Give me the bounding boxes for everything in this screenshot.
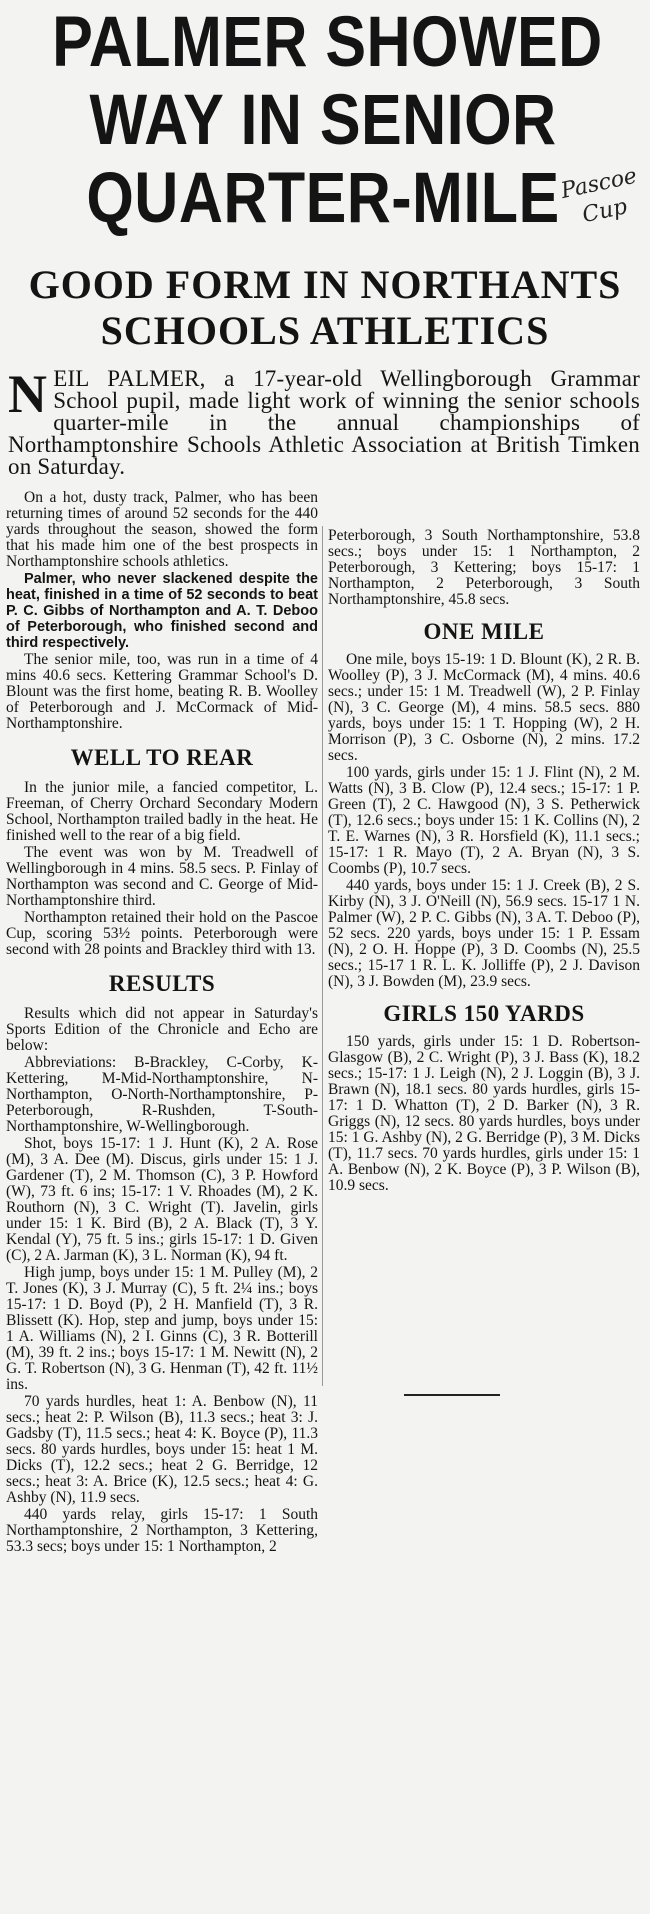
section-heading-one-mile: ONE MILE (423, 619, 545, 644)
drop-cap: N (8, 364, 48, 424)
left-column (6, 490, 318, 1556)
handwritten-note-line-1: Pascoe (558, 163, 640, 205)
subheadline-line-2: SCHOOLS ATHLETICS (100, 308, 550, 353)
results-paragraph: Peterborough, 3 South Northamptonshire, 53.8 secs.; boys under 15: 1 Northampton, 2 Peterborough, 3 Kettering; boys 15-17: 1 Northampton, 2 Peterborough, 3 South Northamptonshire, 45.8 secs. (328, 527, 640, 608)
results-paragraph: 100 yards, girls under 15: 1 J. Flint (N), 2 M. Watts (N), 3 B. Clow (P), 12.4 secs.; 15-17: 1 P. Green (T), 2 C. Hawgood (N), 3 S. Petherwick (T), 12.6 secs.; boys under 15: 1 K. Collins (N), 2 T. E. Warnes (N), 3 R. Horsfield (K), 11.1 secs.; 15-17: 1 R. Mayo (T), 2 A. Bryan (N), 3 S. Coombs (P), 10.7 secs. (328, 764, 640, 877)
end-rule (404, 1394, 500, 1396)
subheadline (20, 262, 630, 354)
subheadline-line-1: GOOD FORM IN NORTHANTS (28, 262, 622, 307)
results-paragraph: High jump, boys under 15: 1 M. Pulley (M), 2 T. Jones (K), 3 J. Murray (C), 5 ft. 2¼ ins.; boys 15-17: 1 D. Boyd (P), 2 H. Manfield (T), 3 R. Blissett (K). Hop, step and jump, boys under 15: 1 A. Williams (N), 2 I. Ginns (C), 3 R. Botterill (M), 39 ft. 2 ins.; boys 15-17: 1 M. Newitt (N), 2 G. T. Robertson (N), 3 G. Henman (T), 42 ft. 11½ ins. (6, 1264, 318, 1393)
results-paragraph: 440 yards, boys under 15: 1 J. Creek (B), 2 S. Kirby (N), 3 J. O'Neill (N), 56.9 secs. 15-17 1 N. Palmer (W), 2 P. C. Gibbs (N), 3 A. T. Deboo (P), 52 secs. 220 yards, boys under 15: 1 P. Essam (N), 2 O. H. Hoppe (P), 3 D. Coombs (N), 25.5 secs.; 15-17 1 R. L. K. Jolliffe (P), 2 J. Davison (N), 3 J. Bowden (M), 23.9 secs. (328, 877, 640, 990)
section-heading-results: RESULTS (108, 971, 216, 996)
article-paragraph: Northampton retained their hold on the Pascoe Cup, scoring 53½ points. Peterborough were second with 28 points and Brackley third with 13. (6, 909, 318, 958)
section-heading-girls-150-yards: GIRLS 150 YARDS (383, 1001, 585, 1026)
bold-paragraph: Palmer, who never slackened despite the heat, finished in a time of 52 seconds to beat P. C. Gibbs of Northampton and A. T. Deboo of Peterborough, who finished second and third respectively. (6, 571, 318, 651)
abbreviations: Abbreviations: B-Brackley, C-Corby, K-Kettering, M-Mid-Northamptonshire, N-Northampton, O-North-Northamptonshire, P-Peterborough, R-Rushden, T-South-Northamptonshire, W-Wellingborough. (6, 1054, 318, 1135)
results-paragraph: One mile, boys 15-19: 1 D. Blount (K), 2 R. B. Woolley (P), 3 J. McCormack (M), 4 mins. 40.6 secs.; under 15: 1 M. Treadwell (W), 2 P. Finlay (N), 3 C. George (M), 4 mins. 58.5 secs. 880 yards, boys under 15: 1 T. Hopping (W), 2 H. Morrison (P), 3 C. Osborne (N), 2 mins. 17.2 secs. (328, 651, 640, 764)
article-paragraph: The event was won by M. Treadwell of Wellingborough in 4 mins. 58.5 secs. P. Finlay of Northampton was second and C. George of Mid-Northamptonshire third. (6, 844, 318, 909)
section-heading-well-to-rear: WELL TO REAR (70, 745, 254, 770)
column-divider (322, 526, 323, 1386)
article-paragraph: In the junior mile, a fancied competitor, L. Freeman, of Cherry Orchard Secondary Modern School, Northampton trailed badly in the heat. He finished well to the rear of a big field. (6, 779, 318, 844)
results-paragraph: 150 yards, girls under 15: 1 D. Robertson-Glasgow (B), 2 C. Wright (P), 3 J. Bass (K), 18.2 secs.; 15-17: 1 J. Leigh (N), 2 J. Loggin (B), 3 J. Brawn (N), 18.1 secs. 80 yards hurdles, girls 15-17: 1 D. Whatton (T), 2 D. Barker (N), 3 R. Griggs (N), 12 secs. 80 yards hurdles, boys under 15: 1 G. Ashby (N), 2 G. Berridge (P), 3 M. Dicks (T), 11.7 secs. 70 yards hurdles, girls under 15: 1 A. Benbow (N), 2 K. Boyce (P), 3 P. Wilson (B), 10.9 secs. (328, 1033, 640, 1194)
headline-line-1: PALMER SHOWED (52, 3, 603, 82)
results-intro: Results which did not appear in Saturday's Sports Edition of the Chronicle and Echo are below: (6, 1005, 318, 1054)
lead-text: EIL PALMER, a 17-year-old Wellingborough Grammar School pupil, made light work of winning the senior schools quarter-mile in the annual championships of Northamptonshire Schools Athletic Association at British Timken on Saturday. (8, 366, 640, 479)
article-paragraph: On a hot, dusty track, Palmer, who has been returning times of around 52 seconds for the 440 yards throughout the season, showed the form that his made him one of the best prospects in Northamptonshire schools athletics. (6, 489, 318, 570)
headline-line-3: QUARTER-MILE (86, 159, 560, 238)
results-paragraph: Shot, boys 15-17: 1 J. Hunt (K), 2 A. Rose (M), 3 A. Dee (M). Discus, girls under 15: 1 J. Gardener (T), 2 M. Thomson (C), 3 P. Howford (W), 73 ft. 6 ins; 15-17: 1 V. Rhoades (M), 2 K. Routhorn (N), 3 C. Wright (T). Javelin, girls under 15: 1 K. Bird (B), 2 A. Black (T), 3 Y. Kendal (Y), 75 ft. 5 ins.; girls 15-17: 1 D. Given (C), 2 A. Jarman (K), 3 L. Norman (K), 94 ft. (6, 1135, 318, 1264)
results-paragraph: 70 yards hurdles, heat 1: A. Benbow (N), 11 secs.; heat 2: P. Wilson (B), 11.3 secs.; heat 3: J. Gadsby (T), 11.5 secs.; heat 4: K. Boyce (P), 11.3 secs. 80 yards hurdles, boys under 15: heat 1 M. Dicks (T), 12.2 secs.; heat 2 G. Berridge, 12 secs.; heat 3: A. Brice (K), 12.5 secs.; heat 4: G. Ashby (N), 11.9 secs. (6, 1393, 318, 1506)
article-paragraph: The senior mile, too, was run in a time of 4 mins 40.6 secs. Kettering Grammar School's D. Blount was the first home, beating R. B. Woolley of Peterborough and J. McCormack of Mid-Northamptonshire. (6, 651, 318, 732)
right-column (328, 528, 640, 1195)
handwritten-note-line-2: Cup (580, 194, 630, 229)
lead-paragraph (8, 364, 640, 479)
results-paragraph: 440 yards relay, girls 15-17: 1 South Northamptonshire, 2 Northampton, 3 Kettering, 53.3 secs; boys under 15: 1 Northampton, 2 (6, 1506, 318, 1555)
headline-line-2: WAY IN SENIOR (89, 81, 557, 160)
